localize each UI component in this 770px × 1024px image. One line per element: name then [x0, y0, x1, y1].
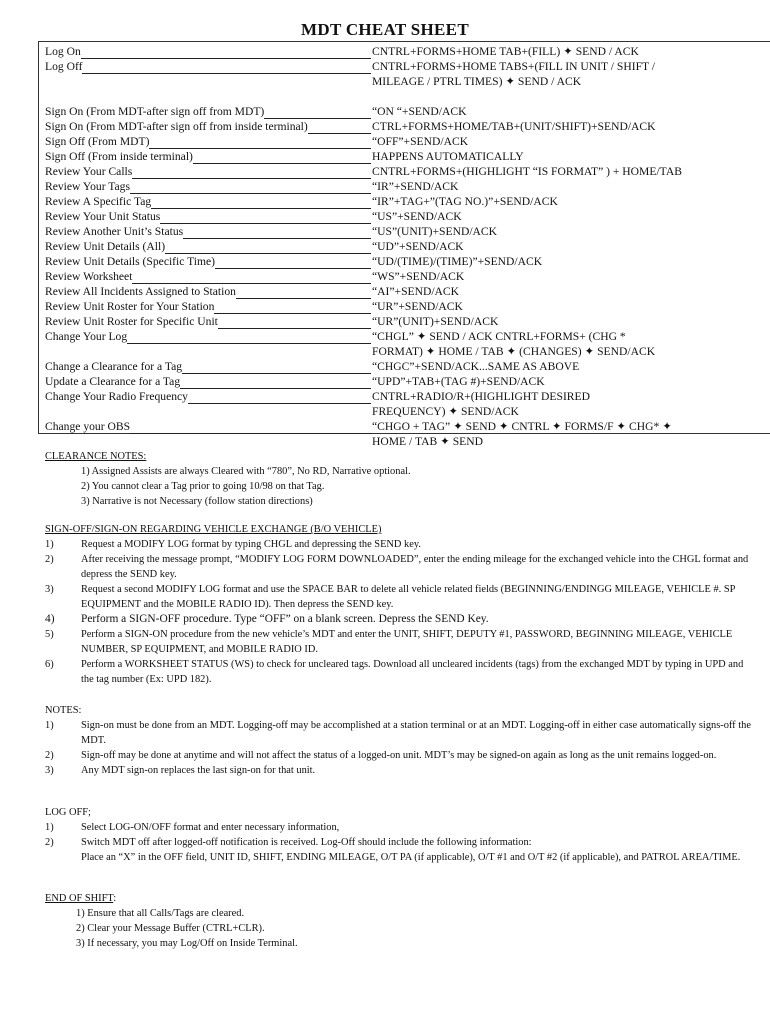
list-number: 4)	[45, 613, 55, 625]
signoff-heading: SIGN-OFF/SIGN-ON REGARDING VEHICLE EXCHANGE (B/O VEHICLE)	[45, 524, 382, 535]
command-row	[45, 329, 770, 359]
list-number: 2)	[45, 750, 54, 761]
command-row	[45, 44, 770, 59]
command-keys: CNTRL+FORMS+HOME TAB+(FILL) ✦ SEND / ACK	[372, 45, 639, 58]
command-row	[45, 119, 770, 134]
command-keys: “OFF”+SEND/ACK	[372, 135, 469, 148]
leader-line	[149, 136, 371, 149]
command-label: Change your OBS	[45, 420, 131, 433]
command-keys: CNTRL+FORMS+(HIGHLIGHT “IS FORMAT” ) + HOME/TAB	[372, 165, 682, 178]
command-label-cell	[45, 329, 372, 344]
leader-line	[236, 286, 371, 299]
command-label: Change Your Radio Frequency	[45, 390, 188, 403]
list-item	[45, 627, 755, 657]
list-text: Perform a WORKSHEET STATUS (WS) to check for uncleared tags. Download all uncleared incidents (tags) from the exchanged MDT by typing in UPD and the tag number (Ex: UPD 182).	[81, 659, 744, 685]
command-keys: “AI”+SEND/ACK	[372, 285, 460, 298]
command-label: Review All Incidents Assigned to Station	[45, 285, 236, 298]
leader-line	[214, 301, 371, 314]
command-keys: “UPD”+TAB+(TAG #)+SEND/ACK	[372, 375, 545, 388]
command-label: Review Unit Details (All)	[45, 240, 166, 253]
command-label: Review Another Unit’s Status	[45, 225, 184, 238]
list-text: Perform a SIGN-ON procedure from the new vehicle’s MDT and enter the UNIT, SHIFT, DEPUTY #1, PASSWORD, BEGINNING MILEAGE, VEHICLE NUMBER, SP EQUIPMENT, and MOBILE RADIO ID.	[81, 629, 733, 655]
command-keys: “IR”+SEND/ACK	[372, 180, 459, 193]
command-label-cell	[45, 209, 372, 224]
list-text: Select LOG-ON/OFF format and enter necessary information,	[81, 822, 340, 833]
logoff-section	[45, 805, 755, 865]
leader-line	[180, 376, 371, 389]
command-label-cell	[45, 299, 372, 314]
command-label-cell	[45, 269, 372, 284]
list-item	[45, 552, 755, 582]
list-text: Perform a SIGN-OFF procedure. Type “OFF” on a blank screen. Depress the SEND Key.	[81, 613, 489, 625]
command-keys: “CHGO + TAG” ✦ SEND ✦ CNTRL ✦ FORMS/F ✦ CHG* ✦ HOME / TAB ✦ SEND	[372, 420, 672, 448]
command-label: Change Your Log	[45, 330, 128, 343]
leader-line	[165, 241, 371, 254]
list-text: Any MDT sign-on replaces the last sign-on for that unit.	[81, 765, 316, 776]
command-label-cell	[45, 59, 372, 74]
command-keys: “UD/(TIME)/(TIME)”+SEND/ACK	[372, 255, 543, 268]
command-label: Change a Clearance for a Tag	[45, 360, 183, 373]
command-keys: “ON “+SEND/ACK	[372, 105, 467, 118]
end-of-shift-item: 1) Ensure that all Calls/Tags are cleared.	[76, 908, 245, 919]
command-row	[45, 359, 770, 374]
leader-line	[81, 46, 371, 59]
command-row	[45, 389, 770, 419]
command-label: Sign Off (From MDT)	[45, 135, 150, 148]
clearance-item: 2) You cannot clear a Tag prior to going 10/98 on that Tag.	[81, 481, 325, 492]
leader-line	[151, 196, 371, 209]
clearance-heading: CLEARANCE NOTES:	[45, 451, 147, 462]
command-keys: “UR”(UNIT)+SEND/ACK	[372, 315, 499, 328]
leader-line	[218, 316, 371, 329]
command-label-cell	[45, 224, 372, 239]
command-label: Sign Off (From inside terminal)	[45, 150, 193, 163]
command-label: Review Unit Roster for Your Station	[45, 300, 215, 313]
command-row	[45, 134, 770, 149]
command-keys: “CHGC”+SEND/ACK...SAME AS ABOVE	[372, 360, 580, 373]
leader-line	[215, 256, 371, 269]
command-keys: “WS”+SEND/ACK	[372, 270, 465, 283]
leader-line	[127, 331, 371, 344]
list-text: After receiving the message prompt, “MODIFY LOG FORM DOWNLOADED”, enter the ending mileage for the exchanged vehicle into the CHGL format and depress the SEND key.	[81, 554, 749, 580]
leader-line	[182, 361, 371, 374]
command-row	[45, 419, 770, 449]
list-item	[45, 820, 755, 835]
command-label-cell	[45, 179, 372, 194]
leader-line	[82, 61, 371, 74]
leader-line	[193, 151, 371, 164]
command-row	[45, 269, 770, 284]
leader-line	[183, 226, 371, 239]
command-row	[45, 374, 770, 389]
command-keys: “IR”+TAG+”(TAG NO.)”+SEND/ACK	[372, 195, 558, 208]
command-row	[45, 179, 770, 194]
list-item	[45, 718, 755, 748]
list-number: 1)	[45, 822, 54, 833]
list-text: Request a MODIFY LOG format by typing CHGL and depressing the SEND key.	[81, 539, 421, 550]
list-text: Sign-on must be done from an MDT. Logging-off may be accomplished at a station terminal or at an MDT. Logging-off in either case automatically signs-off the MDT.	[81, 720, 751, 746]
command-keys: “UD”+SEND/ACK	[372, 240, 464, 253]
command-label: Log Off	[45, 60, 83, 73]
command-label-cell	[45, 119, 372, 134]
clearance-notes	[45, 449, 755, 509]
command-keys: CNTRL+FORMS+HOME TABS+(FILL IN UNIT / SHIFT / MILEAGE / PTRL TIMES) ✦ SEND / ACK	[372, 60, 656, 88]
leader-line	[132, 166, 371, 179]
command-label-cell	[45, 284, 372, 299]
command-label-cell	[45, 239, 372, 254]
command-label: Review Your Unit Status	[45, 210, 161, 223]
command-keys: CNTRL+RADIO/R+(HIGHLIGHT DESIRED FREQUENCY) ✦ SEND/ACK	[372, 390, 590, 418]
leader-line	[188, 391, 371, 404]
end-of-shift-section	[45, 891, 755, 951]
command-row	[45, 59, 770, 89]
command-label-cell	[45, 359, 372, 374]
leader-line	[264, 106, 371, 119]
command-label: Log On	[45, 45, 81, 58]
command-label-cell	[45, 164, 372, 179]
command-label: Update a Clearance for a Tag	[45, 375, 181, 388]
command-row	[45, 149, 770, 164]
list-item	[45, 835, 755, 850]
command-label: Review Worksheet	[45, 270, 133, 283]
list-number: 3)	[45, 765, 54, 776]
list-number: 1)	[45, 539, 54, 550]
command-row	[45, 164, 770, 179]
command-row	[45, 239, 770, 254]
clearance-item: 1) Assigned Assists are always Cleared with “780”, No RD, Narrative optional.	[81, 466, 411, 477]
list-text: Switch MDT off after logged-off notification is received. Log-Off should include the following information:	[81, 837, 532, 848]
signoff-section	[45, 522, 755, 687]
command-label-cell	[45, 389, 372, 404]
list-text: Request a second MODIFY LOG format and use the SPACE BAR to delete all vehicle related fields (BEGINNING/ENDINGG MILEAGE, VEHICLE #. SP EQUIPMENT and the MOBILE RADIO ID). Then depress the SEND key.	[81, 584, 736, 610]
command-label: Review A Specific Tag	[45, 195, 152, 208]
command-row	[45, 194, 770, 209]
list-item	[45, 657, 755, 687]
command-label: Review Your Tags	[45, 180, 130, 193]
command-label: Sign On (From MDT-after sign off from inside terminal)	[45, 120, 308, 133]
command-label: Review Your Calls	[45, 165, 133, 178]
list-item	[45, 537, 755, 552]
list-number: 1)	[45, 720, 54, 731]
end-of-shift-heading: END OF SHIFT	[45, 893, 114, 904]
page-title: MDT CHEAT SHEET	[301, 20, 469, 39]
command-label: Sign On (From MDT-after sign off from MDT)	[45, 105, 265, 118]
command-row	[45, 209, 770, 224]
leader-line	[130, 181, 371, 194]
command-row	[45, 224, 770, 239]
command-row	[45, 254, 770, 269]
command-keys: HAPPENS AUTOMATICALLY	[372, 150, 524, 163]
list-number: 3)	[45, 584, 54, 595]
list-number: 6)	[45, 659, 54, 670]
command-label-cell	[45, 194, 372, 209]
command-label-cell	[45, 374, 372, 389]
command-label-cell	[45, 104, 372, 119]
list-number: 2)	[45, 554, 54, 565]
list-item	[45, 763, 755, 778]
notes-section	[45, 703, 755, 778]
command-label: Review Unit Details (Specific Time)	[45, 255, 216, 268]
command-row	[45, 314, 770, 329]
command-label-cell	[45, 149, 372, 164]
logoff-heading: LOG OFF;	[45, 807, 91, 818]
list-text: Sign-off may be done at anytime and will not affect the status of a logged-on unit. MDT’s may be signed-on again as long as the unit remains logged-on.	[81, 750, 717, 761]
command-keys: “US”(UNIT)+SEND/ACK	[372, 225, 498, 238]
clearance-item: 3) Narrative is not Necessary (follow station directions)	[81, 496, 313, 507]
leader-line	[132, 271, 371, 284]
command-keys: CTRL+FORMS+HOME/TAB+(UNIT/SHIFT)+SEND/ACK	[372, 120, 656, 133]
command-label-cell	[45, 314, 372, 329]
list-item	[45, 612, 755, 627]
command-label-cell	[45, 419, 372, 434]
command-label-cell	[45, 134, 372, 149]
end-of-shift-colon: :	[113, 893, 117, 904]
leader-line	[308, 121, 371, 134]
command-row	[45, 104, 770, 119]
list-number: 2)	[45, 837, 54, 848]
logoff-extra: Place an “X” in the OFF field, UNIT ID, SHIFT, ENDING MILEAGE, O/T PA (if applicable), O/T #1 and O/T #2 (if applicable), and PATROL AREA/TIME.	[81, 852, 741, 863]
leader-line	[160, 211, 371, 224]
leader-line	[130, 421, 371, 434]
end-of-shift-item: 3) If necessary, you may Log/Off on Inside Terminal.	[76, 938, 298, 949]
command-keys: “CHGL” ✦ SEND / ACK CNTRL+FORMS+ (CHG * FORMAT) ✦ HOME / TAB ✦ (CHANGES) ✦ SEND/ACK	[372, 330, 656, 358]
command-row	[45, 284, 770, 299]
command-label-cell	[45, 254, 372, 269]
notes-heading: NOTES:	[45, 705, 82, 716]
command-label: Review Unit Roster for Specific Unit	[45, 315, 218, 328]
command-label-cell	[45, 44, 372, 59]
list-item	[45, 748, 755, 763]
list-number: 5)	[45, 629, 54, 640]
command-table	[45, 44, 770, 449]
end-of-shift-item: 2) Clear your Message Buffer (CTRL+CLR).	[76, 923, 265, 934]
command-keys: “UR”+SEND/ACK	[372, 300, 463, 313]
list-item	[45, 582, 755, 612]
command-row	[45, 299, 770, 314]
command-keys: “US”+SEND/ACK	[372, 210, 462, 223]
